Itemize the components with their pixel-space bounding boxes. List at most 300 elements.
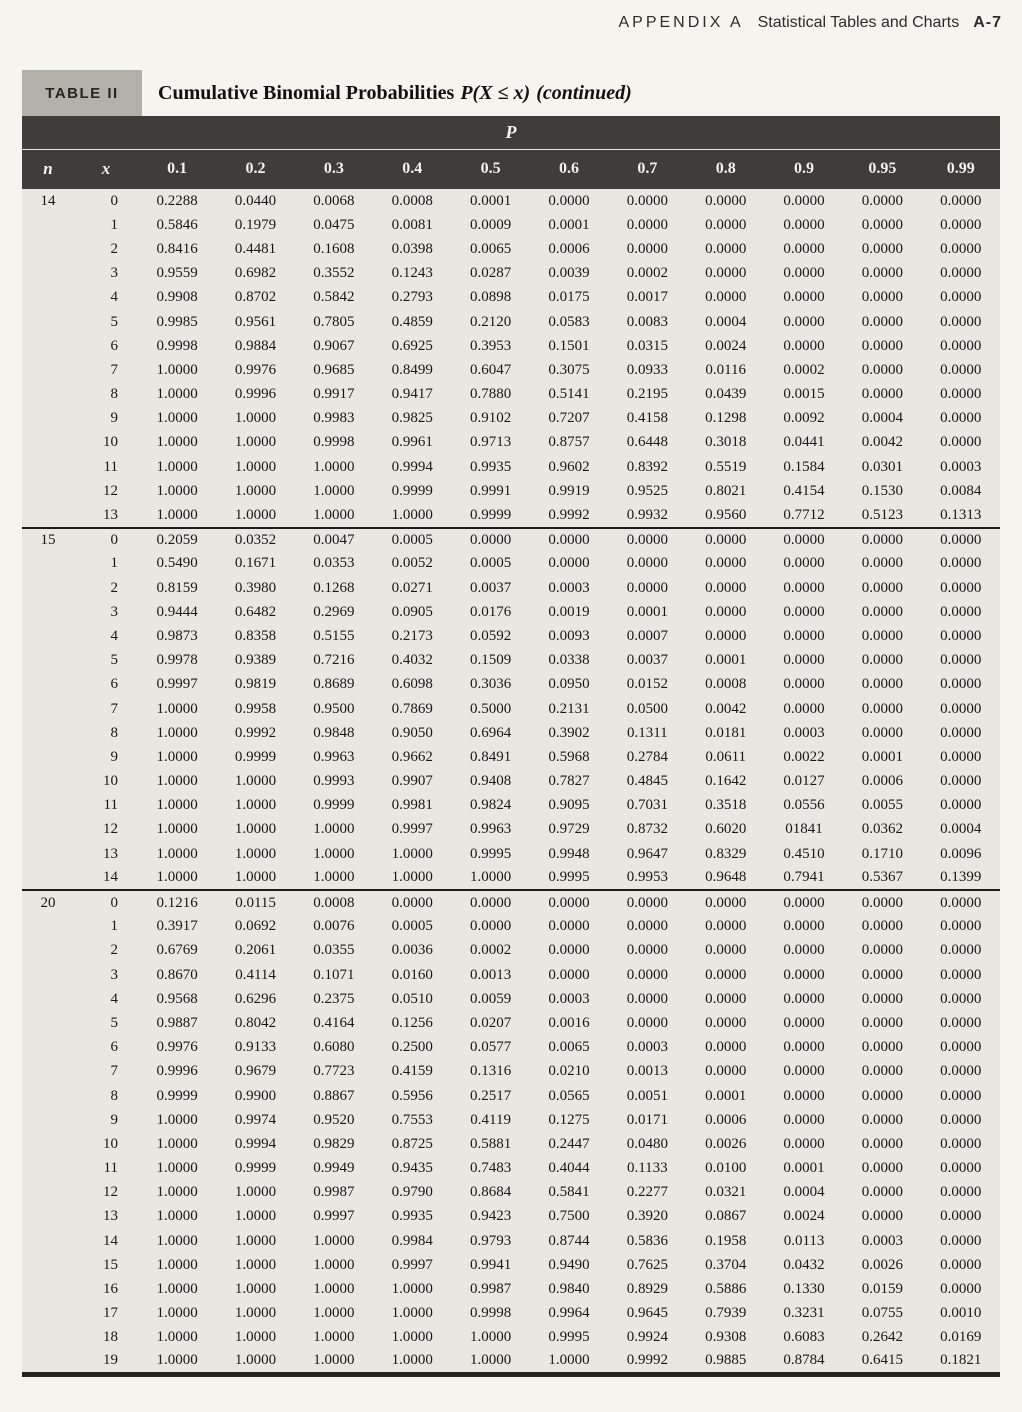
probability-cell: 0.0000 — [940, 773, 982, 790]
probability-cell: 0.0867 — [705, 1208, 747, 1225]
probability-cell: 0.0000 — [940, 216, 982, 233]
probability-cell: 0.0000 — [705, 966, 747, 983]
probability-cell: 0.0475 — [313, 216, 355, 233]
statistical-table — [22, 70, 1000, 1377]
table-row — [22, 673, 1000, 697]
probability-cell: 1.0000 — [313, 845, 355, 862]
probability-cell: 0.9790 — [391, 1184, 433, 1201]
probability-cell: 1.0000 — [156, 821, 198, 838]
table-row — [22, 866, 1000, 890]
probability-cell: 0.9793 — [469, 1232, 512, 1249]
probability-cell: 0.0000 — [861, 1135, 904, 1152]
probability-cell: 0.4481 — [234, 240, 277, 257]
probability-cell: 1.0000 — [234, 1256, 277, 1273]
probability-cell: 1.0000 — [234, 1329, 277, 1346]
probability-cell: 0.6982 — [234, 265, 277, 282]
x-value: 3 — [110, 265, 118, 282]
probability-cell: 0.0022 — [783, 748, 825, 765]
probability-cell: 0.9961 — [391, 434, 433, 451]
x-value: 11 — [103, 458, 118, 475]
probability-cell: 0.0000 — [861, 603, 904, 620]
probability-cell: 0.2195 — [626, 386, 668, 403]
probability-cell: 0.0000 — [705, 1039, 747, 1056]
p-column-header: 0.99 — [922, 149, 1000, 189]
probability-cell: 0.9900 — [234, 1087, 277, 1104]
probability-cell: 0.0000 — [783, 1014, 825, 1031]
probability-cell: 0.0000 — [940, 918, 982, 935]
probability-cell: 1.0000 — [313, 1305, 355, 1322]
probability-cell: 1.0000 — [156, 797, 198, 814]
probability-cell: 0.9948 — [548, 845, 590, 862]
probability-cell: 0.0026 — [861, 1256, 904, 1273]
probability-cell: 0.9935 — [469, 458, 512, 475]
n-value — [22, 915, 74, 939]
probability-cell: 1.0000 — [156, 1111, 198, 1128]
probability-cell: 0.0008 — [295, 890, 373, 914]
probability-cell: 0.4164 — [313, 1014, 355, 1031]
probability-cell: 0.9995 — [548, 869, 590, 886]
probability-cell: 0.8021 — [705, 482, 747, 499]
probability-cell: 0.0398 — [391, 240, 433, 257]
probability-cell: 0.0065 — [548, 1039, 590, 1056]
probability-cell: 0.0000 — [940, 1184, 982, 1201]
probability-cell: 0.8329 — [705, 845, 747, 862]
probability-cell: 0.7880 — [469, 386, 512, 403]
probability-cell: 1.0000 — [548, 1352, 590, 1369]
x-value: 7 — [110, 1063, 118, 1080]
x-value: 19 — [103, 1352, 118, 1369]
probability-cell: 0.0000 — [783, 240, 825, 257]
probability-cell: 0.0000 — [705, 265, 747, 282]
probability-cell: 1.0000 — [234, 1352, 277, 1369]
probability-cell: 0.0175 — [548, 289, 590, 306]
probability-cell: 0.0160 — [391, 966, 433, 983]
probability-cell: 0.0015 — [783, 386, 825, 403]
probability-cell: 0.0611 — [705, 748, 747, 765]
probability-cell: 0.8732 — [626, 821, 668, 838]
probability-cell: 0.0000 — [940, 1111, 982, 1128]
table-row — [22, 890, 1000, 914]
n-value — [22, 1302, 74, 1326]
probability-cell: 0.0059 — [469, 990, 512, 1007]
probability-cell: 0.1071 — [313, 966, 355, 983]
probability-cell: 0.9995 — [548, 1329, 590, 1346]
n-value — [22, 310, 74, 334]
x-column-header: x — [74, 149, 138, 189]
probability-cell: 0.0100 — [705, 1160, 747, 1177]
probability-cell: 1.0000 — [156, 724, 198, 741]
probability-cell: 1.0000 — [156, 361, 198, 378]
probability-cell: 0.9907 — [391, 773, 433, 790]
probability-cell: 0.0081 — [391, 216, 433, 233]
probability-cell: 0.2120 — [469, 313, 512, 330]
probability-cell: 0.0441 — [783, 434, 825, 451]
probability-cell: 0.9994 — [234, 1135, 277, 1152]
probability-cell: 0.9500 — [313, 700, 355, 717]
probability-cell: 0.0006 — [705, 1111, 747, 1128]
probability-cell: 0.0000 — [861, 361, 904, 378]
probability-cell: 0.9987 — [313, 1184, 355, 1201]
probability-cell: 0.0000 — [940, 410, 982, 427]
p-group-header: P — [22, 116, 1000, 149]
probability-cell: 1.0000 — [313, 506, 355, 523]
n-value — [22, 383, 74, 407]
binomial-probability-table — [22, 116, 1000, 1377]
n-value — [22, 1157, 74, 1181]
probability-cell: 0.9997 — [156, 676, 198, 693]
n-value — [22, 1108, 74, 1132]
probability-cell: 0.1642 — [705, 773, 747, 790]
probability-cell: 0.8867 — [313, 1087, 355, 1104]
p-column-header: 0.95 — [843, 149, 921, 189]
probability-cell: 0.0000 — [783, 1063, 825, 1080]
probability-cell: 0.3953 — [469, 337, 512, 354]
x-value: 7 — [110, 361, 118, 378]
probability-cell: 0.1133 — [626, 1160, 668, 1177]
probability-cell: 0.0001 — [861, 748, 904, 765]
probability-cell: 0.0000 — [608, 528, 686, 552]
x-value: 13 — [103, 506, 118, 523]
n-value — [22, 1132, 74, 1156]
probability-cell: 1.0000 — [313, 1232, 355, 1249]
probability-cell: 0.9679 — [234, 1063, 277, 1080]
n-value — [22, 213, 74, 237]
probability-cell: 0.0000 — [705, 240, 747, 257]
probability-cell: 0.9884 — [234, 337, 277, 354]
probability-cell: 0.0000 — [783, 579, 825, 596]
table-row — [22, 358, 1000, 382]
probability-cell: 0.2500 — [391, 1039, 433, 1056]
probability-cell: 0.0000 — [783, 1087, 825, 1104]
probability-cell: 0.9408 — [469, 773, 512, 790]
n-value — [22, 1011, 74, 1035]
n-value — [22, 1253, 74, 1277]
probability-cell: 0.5842 — [313, 289, 355, 306]
n-value — [22, 1229, 74, 1253]
probability-cell: 1.0000 — [391, 1352, 433, 1369]
table-row — [22, 721, 1000, 745]
probability-cell: 0.0583 — [548, 313, 590, 330]
probability-cell: 1.0000 — [234, 1232, 277, 1249]
probability-cell: 0.0000 — [783, 652, 825, 669]
table-row — [22, 1277, 1000, 1301]
probability-cell: 0.0000 — [530, 528, 608, 552]
probability-cell: 0.1216 — [138, 890, 216, 914]
probability-cell: 0.0004 — [861, 410, 904, 427]
table-row — [22, 915, 1000, 939]
table-row — [22, 794, 1000, 818]
probability-cell: 0.0000 — [783, 289, 825, 306]
probability-cell: 0.0000 — [783, 216, 825, 233]
table-row — [22, 528, 1000, 552]
probability-cell: 0.7207 — [548, 410, 590, 427]
x-value: 17 — [103, 1305, 118, 1322]
probability-cell: 0.0052 — [391, 555, 433, 572]
x-value: 11 — [103, 1160, 118, 1177]
probability-cell: 0.4845 — [626, 773, 668, 790]
probability-cell: 1.0000 — [234, 506, 277, 523]
probability-cell: 0.0000 — [940, 434, 982, 451]
probability-cell: 0.0000 — [783, 1039, 825, 1056]
probability-cell: 0.9308 — [705, 1329, 747, 1346]
probability-cell: 0.0002 — [626, 265, 668, 282]
probability-cell: 0.0000 — [861, 337, 904, 354]
probability-cell: 0.0755 — [861, 1305, 904, 1322]
x-value: 16 — [103, 1281, 118, 1298]
probability-cell: 0.0000 — [861, 1208, 904, 1225]
probability-cell: 0.0000 — [940, 603, 982, 620]
table-row — [22, 963, 1000, 987]
probability-cell: 0.9953 — [626, 869, 668, 886]
probability-cell: 0.0315 — [626, 337, 668, 354]
probability-cell: 0.0592 — [469, 627, 512, 644]
probability-cell: 0.9824 — [469, 797, 512, 814]
probability-cell: 0.4159 — [391, 1063, 433, 1080]
probability-cell: 0.6925 — [391, 337, 433, 354]
probability-cell: 1.0000 — [469, 869, 512, 886]
probability-cell: 0.1399 — [940, 869, 982, 886]
probability-cell: 0.9525 — [626, 482, 668, 499]
probability-cell: 0.9645 — [626, 1305, 668, 1322]
probability-cell: 0.0000 — [861, 1184, 904, 1201]
table-row — [22, 407, 1000, 431]
appendix-label: APPENDIX A — [618, 14, 744, 31]
probability-cell: 0.9490 — [548, 1256, 590, 1273]
probability-cell: 0.9559 — [156, 265, 198, 282]
probability-cell: 1.0000 — [234, 1184, 277, 1201]
probability-cell: 0.9102 — [469, 410, 512, 427]
probability-cell: 0.2784 — [626, 748, 668, 765]
probability-cell: 0.9992 — [626, 1352, 668, 1369]
n-value: 14 — [40, 192, 56, 209]
probability-cell: 0.0000 — [940, 627, 982, 644]
table-row — [22, 745, 1000, 769]
x-value: 4 — [110, 990, 118, 1007]
probability-cell: 0.6047 — [469, 361, 512, 378]
probability-cell: 0.0003 — [548, 990, 590, 1007]
probability-cell: 0.0003 — [548, 579, 590, 596]
probability-cell: 0.8725 — [391, 1135, 433, 1152]
probability-cell: 1.0000 — [156, 458, 198, 475]
probability-cell: 0.7216 — [313, 652, 355, 669]
probability-cell: 0.2969 — [313, 603, 355, 620]
probability-cell: 0.0004 — [705, 313, 747, 330]
probability-cell: 0.0152 — [626, 676, 668, 693]
table-body — [22, 189, 1000, 1374]
table-row — [22, 310, 1000, 334]
probability-cell: 0.0355 — [313, 942, 355, 959]
probability-cell: 1.0000 — [156, 1184, 198, 1201]
probability-cell: 0.0036 — [391, 942, 433, 959]
x-value: 9 — [110, 410, 118, 427]
probability-cell: 0.0000 — [940, 797, 982, 814]
probability-cell: 0.9984 — [391, 1232, 433, 1249]
probability-cell: 0.0000 — [765, 890, 843, 914]
probability-cell: 0.0000 — [940, 990, 982, 1007]
probability-cell: 0.5841 — [548, 1184, 590, 1201]
probability-cell: 0.0000 — [705, 990, 747, 1007]
probability-cell: 0.9999 — [234, 748, 277, 765]
probability-cell: 0.0000 — [940, 1135, 982, 1152]
probability-cell: 0.2131 — [548, 700, 590, 717]
probability-cell: 1.0000 — [156, 1305, 198, 1322]
probability-cell: 1.0000 — [391, 845, 433, 862]
probability-cell: 1.0000 — [391, 506, 433, 523]
probability-cell: 0.2375 — [313, 990, 355, 1007]
probability-cell: 0.0000 — [940, 289, 982, 306]
probability-cell: 0.0000 — [451, 890, 529, 914]
n-value — [22, 237, 74, 261]
probability-cell: 0.0287 — [469, 265, 512, 282]
table-label: TABLE II — [22, 70, 142, 116]
x-value: 3 — [110, 603, 118, 620]
probability-cell: 0.0000 — [940, 361, 982, 378]
probability-cell: 0.0556 — [783, 797, 825, 814]
probability-cell: 0.0000 — [861, 265, 904, 282]
probability-cell: 0.0000 — [861, 724, 904, 741]
probability-cell: 0.0207 — [469, 1014, 512, 1031]
table-row — [22, 1036, 1000, 1060]
probability-cell: 0.0000 — [783, 603, 825, 620]
table-row — [22, 1181, 1000, 1205]
probability-cell: 0.3980 — [234, 579, 277, 596]
probability-cell: 1.0000 — [156, 845, 198, 862]
n-value — [22, 745, 74, 769]
probability-cell: 1.0000 — [469, 1329, 512, 1346]
probability-cell: 1.0000 — [234, 458, 277, 475]
probability-cell: 0.9994 — [391, 458, 433, 475]
probability-cell: 0.0338 — [548, 652, 590, 669]
probability-cell: 0.7483 — [469, 1160, 512, 1177]
probability-cell: 1.0000 — [156, 1256, 198, 1273]
probability-cell: 0.2059 — [138, 528, 216, 552]
x-value: 1 — [110, 555, 118, 572]
probability-cell: 0.3552 — [313, 265, 355, 282]
n-value — [22, 1060, 74, 1084]
probability-cell: 0.0000 — [940, 1063, 982, 1080]
probability-cell: 0.9941 — [469, 1256, 512, 1273]
probability-cell: 0.9560 — [705, 506, 747, 523]
table-row — [22, 842, 1000, 866]
probability-cell: 0.9825 — [391, 410, 433, 427]
probability-cell: 1.0000 — [234, 773, 277, 790]
probability-cell: 0.6964 — [469, 724, 512, 741]
probability-cell: 0.8499 — [391, 361, 433, 378]
probability-cell: 0.0169 — [940, 1329, 982, 1346]
table-row — [22, 624, 1000, 648]
probability-cell: 0.0000 — [705, 216, 747, 233]
p-column-header: 0.1 — [138, 149, 216, 189]
probability-cell: 0.1509 — [469, 652, 512, 669]
probability-cell: 1.0000 — [313, 1329, 355, 1346]
table-row — [22, 503, 1000, 527]
probability-cell: 1.0000 — [156, 748, 198, 765]
probability-cell: 0.2793 — [391, 289, 433, 306]
probability-cell: 0.0092 — [783, 410, 825, 427]
probability-cell: 0.5490 — [156, 555, 198, 572]
probability-cell: 0.0000 — [940, 748, 982, 765]
probability-cell: 0.5155 — [313, 627, 355, 644]
probability-cell: 0.7805 — [313, 313, 355, 330]
probability-cell: 0.8416 — [156, 240, 198, 257]
x-value: 14 — [103, 869, 118, 886]
probability-cell: 0.0026 — [705, 1135, 747, 1152]
probability-cell: 0.0210 — [548, 1063, 590, 1080]
p-column-header: 0.2 — [216, 149, 294, 189]
probability-cell: 0.0000 — [940, 1160, 982, 1177]
probability-cell: 0.9885 — [705, 1352, 747, 1369]
probability-cell: 0.1256 — [391, 1014, 433, 1031]
probability-cell: 0.0000 — [861, 990, 904, 1007]
table-row — [22, 262, 1000, 286]
probability-cell: 0.0000 — [861, 386, 904, 403]
x-value: 10 — [103, 773, 118, 790]
probability-cell: 0.9999 — [234, 1160, 277, 1177]
probability-cell: 0.0000 — [765, 528, 843, 552]
probability-cell: 1.0000 — [313, 482, 355, 499]
probability-cell: 0.0003 — [626, 1039, 668, 1056]
n-value — [22, 697, 74, 721]
probability-cell: 0.0321 — [705, 1184, 747, 1201]
probability-cell: 0.0000 — [626, 216, 668, 233]
probability-cell: 0.0000 — [705, 555, 747, 572]
table-row — [22, 1011, 1000, 1035]
probability-cell: 0.9932 — [626, 506, 668, 523]
probability-cell: 1.0000 — [156, 1281, 198, 1298]
x-value: 7 — [110, 700, 118, 717]
probability-cell: 0.0692 — [234, 918, 277, 935]
probability-cell: 0.9983 — [313, 410, 355, 427]
n-value — [22, 1181, 74, 1205]
probability-cell: 0.0000 — [530, 890, 608, 914]
probability-cell: 0.9935 — [391, 1208, 433, 1225]
x-value: 12 — [103, 482, 118, 499]
probability-cell: 0.9976 — [234, 361, 277, 378]
n-value — [22, 1326, 74, 1350]
table-row — [22, 1326, 1000, 1350]
probability-cell: 0.0480 — [626, 1135, 668, 1152]
probability-cell: 0.6415 — [861, 1352, 904, 1369]
probability-cell: 0.0000 — [861, 240, 904, 257]
p-column-header: 0.6 — [530, 149, 608, 189]
probability-cell: 0.0362 — [861, 821, 904, 838]
probability-cell: 0.0000 — [940, 1232, 982, 1249]
probability-cell: 1.0000 — [156, 386, 198, 403]
probability-cell: 0.9423 — [469, 1208, 512, 1225]
column-header-row — [22, 149, 1000, 189]
probability-cell: 0.0004 — [783, 1184, 825, 1201]
probability-cell: 0.0000 — [783, 192, 825, 209]
x-value: 4 — [110, 289, 118, 306]
probability-cell: 0.4114 — [235, 966, 276, 983]
n-value — [22, 262, 74, 286]
x-value: 3 — [110, 966, 118, 983]
probability-cell: 0.3075 — [548, 361, 590, 378]
probability-cell: 0.1958 — [705, 1232, 747, 1249]
probability-cell: 0.9648 — [705, 869, 747, 886]
probability-cell: 0.0003 — [783, 724, 825, 741]
probability-cell: 0.0000 — [783, 990, 825, 1007]
table-row — [22, 286, 1000, 310]
probability-cell: 0.9685 — [313, 361, 355, 378]
probability-cell: 0.9996 — [156, 1063, 198, 1080]
probability-cell: 0.0000 — [940, 337, 982, 354]
probability-cell: 0.0000 — [861, 555, 904, 572]
table-row — [22, 1350, 1000, 1374]
probability-cell: 0.7712 — [783, 506, 825, 523]
probability-cell: 1.0000 — [234, 1305, 277, 1322]
probability-cell: 0.5141 — [548, 386, 590, 403]
